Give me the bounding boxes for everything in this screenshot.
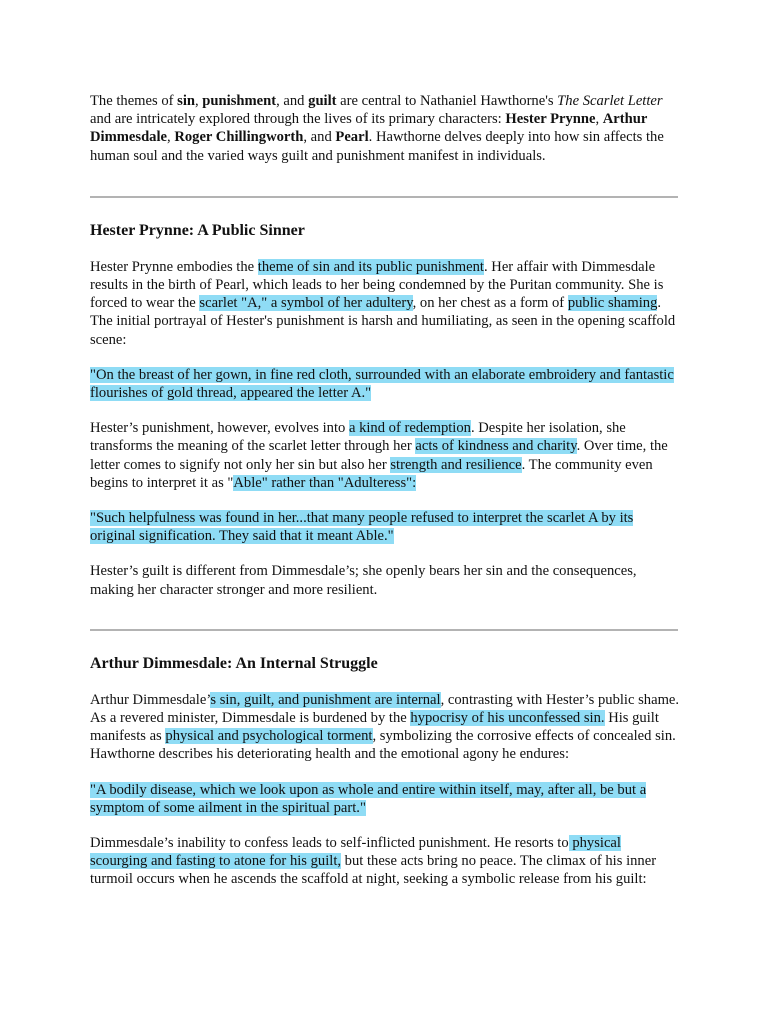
section-divider <box>90 196 678 198</box>
highlight: Able" rather than "Adulteress": <box>233 474 417 491</box>
hester-quote-1 <box>90 366 680 402</box>
highlight: acts of kindness and charity <box>415 438 577 455</box>
highlight: theme of sin and its public punishment <box>257 258 484 275</box>
document-body <box>90 92 680 889</box>
text-run: The themes of <box>90 93 178 109</box>
hester-paragraph-1 <box>90 258 680 349</box>
text-run: Hester Prynne embodies the <box>90 258 258 275</box>
text-run: . Hawthorne delves deeply into how sin affects the human soul and the varied ways guilt and punishment manifest in individuals. <box>90 129 664 164</box>
highlight: scarlet "A," a symbol of her adultery <box>199 295 413 312</box>
text-run: , and <box>276 93 309 109</box>
dimmesdale-quote-1 <box>90 781 680 817</box>
text-run: , contrasting with Hester’s public shame. As a revered minister, Dimmesdale is burdened by the <box>90 691 680 727</box>
text-run: , <box>167 129 175 146</box>
text-run: and are intricately explored through the lives of its primary characters: <box>90 111 506 128</box>
character-pearl: Pearl <box>335 129 369 146</box>
highlight: hypocrisy of his unconfessed sin. <box>410 710 605 727</box>
highlight: physical scourging and fasting to atone for his guilt, <box>90 835 621 870</box>
highlight: a kind of redemption <box>348 420 471 437</box>
character-hester: Hester Prynne <box>505 111 596 128</box>
text-run: . Her affair with Dimmesdale results in the birth of Pearl, which leads to her being condemned by the Puritan community. She is forced to wear the <box>90 258 664 312</box>
text-run: . The community even begins to interpret it as " <box>90 456 653 491</box>
text-run: are central to Nathaniel Hawthorne's <box>336 93 558 109</box>
section-heading-hester: Hester Prynne: A Public Sinner <box>90 221 305 239</box>
hester-paragraph-2 <box>90 419 680 492</box>
section-heading-dimmesdale: Arthur Dimmesdale: An Internal Struggle <box>90 654 378 672</box>
book-title: The Scarlet Letter <box>557 93 663 109</box>
bold-term-guilt: guilt <box>308 93 337 109</box>
highlight: s sin, guilt, and punishment are internal <box>210 691 441 708</box>
highlight: public shaming <box>567 295 658 312</box>
text-run: , <box>595 111 603 128</box>
highlighted-quote: "On the breast of her gown, in fine red cloth, surrounded with an elaborate embroidery and fantastic flourishes of gold thread, appeared the letter A." <box>90 366 674 402</box>
text-run: , <box>195 93 203 109</box>
bold-term-sin: sin <box>177 93 195 109</box>
dimmesdale-paragraph-2 <box>90 834 680 889</box>
highlight: physical and psychological torment <box>165 728 373 745</box>
text-run: , symbolizing the corrosive effects of concealed sin. Hawthorne describes his deteriorating health and the emotional agony he endures: <box>90 728 676 763</box>
text-run: , and <box>303 129 336 146</box>
hester-quote-2 <box>90 509 680 545</box>
text-run: but these acts bring no peace. The climax of his inner turmoil occurs when he ascends the scaffold at night, seeking a symbolic release from his guilt: <box>90 853 657 888</box>
text-run: Hester’s punishment, however, evolves into <box>90 420 349 437</box>
text-run: His guilt manifests as <box>90 710 659 745</box>
text-run: . Over time, the letter comes to signify not only her sin but also her <box>90 438 668 473</box>
bold-term-punishment: punishment <box>202 93 277 109</box>
dimmesdale-paragraph-1 <box>90 691 680 764</box>
section-divider <box>90 629 678 631</box>
highlight: strength and resilience <box>390 456 522 473</box>
text-run: . The initial portrayal of Hester's punishment is harsh and humiliating, as seen in the opening scaffold scene: <box>90 295 676 348</box>
hester-paragraph-3: Hester’s guilt is different from Dimmesdale’s; she openly bears her sin and the consequences, making her character stronger and more resilient. <box>90 563 637 598</box>
text-run: , on her chest as a form of <box>412 295 568 312</box>
text-run: Arthur Dimmesdale’ <box>90 691 211 708</box>
text-run: Dimmesdale’s inability to confess leads to self-inflicted punishment. He resorts to <box>90 835 569 852</box>
highlighted-quote: "A bodily disease, which we look upon as whole and entire within itself, may, after all, be but a symptom of some ailment in the spiritual part." <box>90 781 647 816</box>
character-dimmesdale: Arthur Dimmesdale <box>90 111 648 146</box>
highlighted-quote: "Such helpfulness was found in her...that many people refused to interpret the scarlet A by its original signification. They said that it meant Able." <box>90 510 634 545</box>
text-run: . Despite her isolation, she transforms the meaning of the scarlet letter through her <box>90 420 626 455</box>
character-chillingworth: Roger Chillingworth <box>174 129 304 146</box>
intro-paragraph <box>90 92 680 165</box>
